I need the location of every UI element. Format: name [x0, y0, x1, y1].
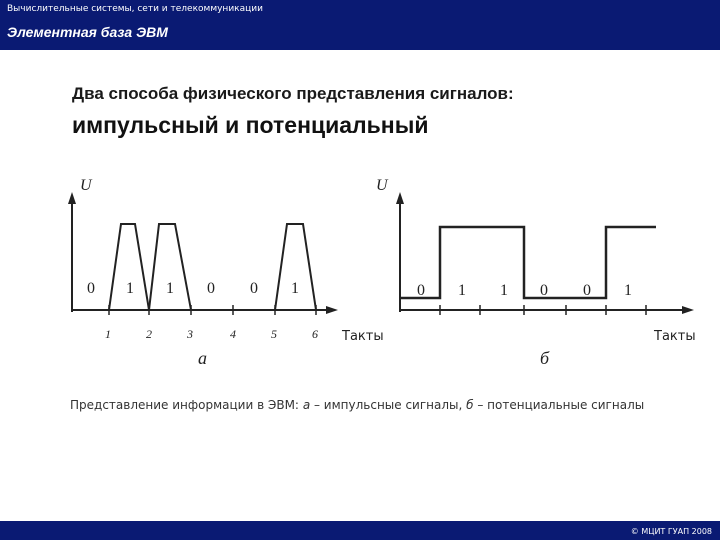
impulse-2: [149, 224, 191, 310]
tick-a-5: 5: [271, 327, 277, 341]
copyright-text: © МЦИТ ГУАП 2008: [630, 527, 712, 536]
figure-caption: [70, 398, 644, 412]
y-label-a: U: [80, 177, 92, 194]
caption-b-letter: б: [466, 398, 474, 412]
x-label-a: Такты: [342, 329, 384, 344]
tick-a-3: 3: [187, 327, 193, 341]
slide-heading-line1: Два способа физического представления сигналов:: [72, 84, 514, 103]
x-label-b: Такты: [654, 329, 696, 344]
bit-b-3: 1: [500, 282, 508, 299]
x-arrow-b: [682, 306, 694, 314]
course-subtitle: Вычислительные системы, сети и телекоммуникации: [7, 4, 263, 14]
bit-a-6: 1: [291, 280, 299, 297]
bit-a-3: 1: [166, 280, 174, 297]
y-label-b: U: [376, 177, 388, 194]
impulse-1: [109, 224, 149, 310]
y-arrow-b: [396, 192, 404, 204]
tick-a-1: 1: [105, 327, 111, 341]
panel-label-a: а: [198, 348, 207, 368]
footer-bar: [0, 521, 720, 540]
panel-label-b: б: [540, 348, 550, 368]
x-arrow-a: [326, 306, 338, 314]
bit-b-6: 1: [624, 282, 632, 299]
bit-a-4: 0: [207, 280, 215, 297]
section-title: Элементная база ЭВМ: [7, 24, 168, 40]
bit-b-4: 0: [540, 282, 548, 299]
tick-a-2: 2: [146, 327, 152, 341]
y-arrow-a: [68, 192, 76, 204]
caption-a-text: – импульсные сигналы,: [310, 398, 467, 412]
potential-waveform: [400, 227, 656, 298]
tick-a-4: 4: [230, 327, 236, 341]
impulse-3: [275, 224, 316, 310]
bit-a-5: 0: [250, 280, 258, 297]
caption-b-text: – потенциальные сигналы: [473, 398, 645, 412]
tick-a-6: 6: [312, 327, 318, 341]
bit-b-5: 0: [583, 282, 591, 299]
caption-prefix: Представление информации в ЭВМ:: [70, 398, 299, 412]
caption-a-letter: а: [302, 398, 311, 412]
bit-b-2: 1: [458, 282, 466, 299]
bit-b-1: 0: [417, 282, 425, 299]
slide-heading-line2: импульсный и потенциальный: [72, 112, 429, 138]
bit-a-2: 1: [126, 280, 134, 297]
bit-a-1: 0: [87, 280, 95, 297]
